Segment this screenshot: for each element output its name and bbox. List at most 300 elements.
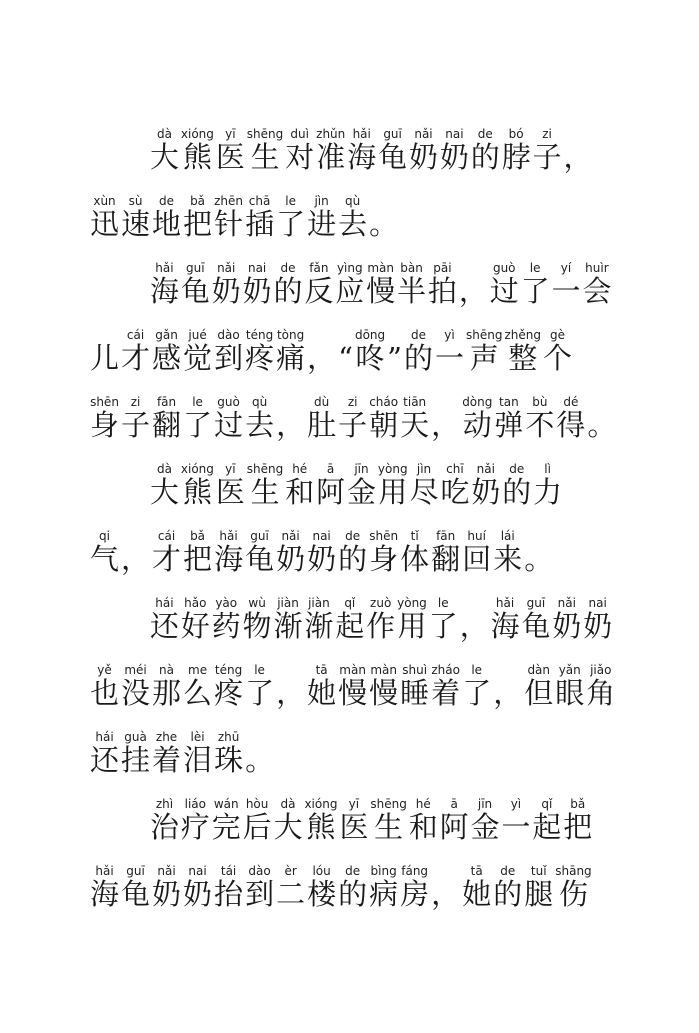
pinyin: hǎi <box>214 529 244 543</box>
hanzi: 好 <box>180 609 210 643</box>
hanzi: 过 <box>214 408 244 442</box>
hanzi-with-pinyin <box>243 597 272 641</box>
pinyin: de <box>152 194 182 208</box>
hanzi-with-pinyin <box>121 865 150 909</box>
hanzi: 针 <box>214 207 244 241</box>
hanzi-with-pinyin <box>338 530 367 574</box>
hanzi: 了 <box>183 408 213 442</box>
hanzi: 得 <box>556 408 586 442</box>
hanzi-with-pinyin <box>245 865 274 909</box>
hanzi: 尽 <box>409 475 439 509</box>
hanzi: 她 <box>307 676 337 710</box>
pinyin: zi <box>338 395 368 409</box>
hanzi: 一 <box>551 274 581 308</box>
hanzi-with-pinyin <box>285 128 314 172</box>
pinyin: téng <box>245 328 275 342</box>
hanzi-with-pinyin <box>378 128 407 172</box>
pinyin: èr <box>276 864 306 878</box>
pinyin: jìn <box>307 194 337 208</box>
hanzi: 生 <box>246 475 284 509</box>
pinyin: dà <box>150 127 179 141</box>
hanzi: 和 <box>285 475 315 509</box>
hanzi-with-pinyin <box>183 530 212 574</box>
pinyin: guī <box>245 529 275 543</box>
hanzi-with-pinyin <box>214 396 243 440</box>
hanzi-with-pinyin <box>316 463 345 507</box>
hanzi: 睡 <box>400 676 430 710</box>
hanzi: 着 <box>431 676 461 710</box>
hanzi: 龟 <box>245 542 275 576</box>
pinyin: bàn <box>397 261 427 275</box>
hanzi: 应 <box>335 274 365 308</box>
hanzi: 动 <box>462 408 493 442</box>
hanzi: 奶 <box>152 877 182 911</box>
hanzi: 到 <box>245 877 275 911</box>
hanzi-with-pinyin <box>247 463 283 507</box>
hanzi-with-pinyin <box>525 396 554 440</box>
hanzi: 拍 <box>428 274 457 308</box>
hanzi: 奶 <box>307 542 337 576</box>
hanzi: 用 <box>397 609 427 643</box>
pinyin: hǎi <box>90 864 120 878</box>
hanzi: 生 <box>370 810 407 844</box>
hanzi: 的 <box>338 542 368 576</box>
pinyin: nǎi <box>471 462 501 476</box>
hanzi-with-pinyin <box>435 329 464 373</box>
pinyin: shēng <box>246 127 284 141</box>
pinyin: zháo <box>431 663 461 677</box>
pinyin: nai <box>242 261 272 275</box>
hanzi-with-pinyin <box>552 262 581 306</box>
hanzi-with-pinyin <box>152 329 181 373</box>
hanzi: 子 <box>532 140 562 174</box>
hanzi-with-pinyin <box>152 664 181 708</box>
text-line <box>0 195 699 239</box>
hanzi: 了 <box>462 676 492 710</box>
hanzi: 熊 <box>304 810 338 844</box>
hanzi: 大 <box>273 810 303 844</box>
hanzi: 生 <box>246 140 284 174</box>
hanzi: 后 <box>242 810 272 844</box>
pinyin: hái <box>90 730 120 744</box>
pinyin: gè <box>542 328 572 342</box>
hanzi-with-pinyin <box>369 530 398 574</box>
hanzi: 医 <box>339 810 369 844</box>
hanzi-with-pinyin <box>245 664 274 708</box>
pinyin: shēng <box>246 462 284 476</box>
text-line <box>0 597 699 641</box>
hanzi-with-pinyin <box>121 731 150 775</box>
text-line <box>0 262 699 306</box>
pinyin: xióng <box>180 462 214 476</box>
hanzi: 翻 <box>431 542 461 576</box>
hanzi-with-pinyin <box>212 597 241 641</box>
pinyin: dù <box>307 395 337 409</box>
hanzi: 奶 <box>183 877 213 911</box>
hanzi: 个 <box>542 341 572 375</box>
pinyin: nǎi <box>211 261 241 275</box>
hanzi: 海 <box>90 877 120 911</box>
hanzi: 气 <box>90 542 120 576</box>
hanzi-with-pinyin <box>304 798 337 842</box>
hanzi: 觉 <box>183 341 213 375</box>
hanzi-with-pinyin <box>152 396 181 440</box>
hanzi: 二 <box>276 877 306 911</box>
pinyin: bǎ <box>183 529 213 543</box>
pinyin: jué <box>183 328 213 342</box>
hanzi-with-pinyin <box>152 865 181 909</box>
hanzi-with-pinyin <box>212 262 241 306</box>
hanzi: 去 <box>338 207 368 241</box>
hanzi-with-pinyin <box>181 128 214 172</box>
pinyin: bǎ <box>183 194 213 208</box>
hanzi: 速 <box>121 207 151 241</box>
hanzi: 把 <box>183 207 213 241</box>
hanzi-with-pinyin <box>216 128 245 172</box>
pinyin: zuò <box>366 596 396 610</box>
punctuation: 。 <box>245 743 275 777</box>
punctuation: ， <box>431 877 461 911</box>
pinyin: de <box>338 529 368 543</box>
hanzi-with-pinyin <box>316 128 345 172</box>
pinyin: gǎn <box>152 328 182 342</box>
hanzi: 的 <box>273 274 303 308</box>
hanzi-with-pinyin <box>493 865 522 909</box>
hanzi-with-pinyin <box>491 597 520 641</box>
hanzi-with-pinyin <box>338 396 367 440</box>
pinyin: nai <box>583 596 613 610</box>
pinyin: tan <box>494 395 524 409</box>
hanzi: 伤 <box>555 877 592 911</box>
hanzi-with-pinyin <box>307 396 336 440</box>
hanzi-with-pinyin <box>462 664 491 708</box>
punctuation: ， <box>493 676 523 710</box>
hanzi-with-pinyin <box>245 329 274 373</box>
hanzi-with-pinyin <box>440 463 469 507</box>
hanzi-with-pinyin <box>466 329 502 373</box>
pinyin: nai <box>183 864 213 878</box>
hanzi-with-pinyin <box>502 128 531 172</box>
hanzi-with-pinyin <box>183 396 212 440</box>
hanzi-with-pinyin <box>121 195 150 239</box>
pinyin: hǎi <box>490 596 520 610</box>
pinyin: dōng <box>354 328 386 342</box>
pinyin: huí <box>462 529 492 543</box>
hanzi: 起 <box>335 609 365 643</box>
hanzi-with-pinyin <box>338 865 367 909</box>
hanzi: 过 <box>489 274 519 308</box>
punctuation: ” <box>387 341 402 375</box>
pinyin: me <box>183 663 213 677</box>
pinyin: zhū <box>214 730 244 744</box>
hanzi: 去 <box>245 408 275 442</box>
pinyin: yǎn <box>555 663 585 677</box>
hanzi-with-pinyin <box>121 329 150 373</box>
hanzi: 了 <box>520 274 550 308</box>
pinyin: dé <box>556 395 586 409</box>
hanzi-with-pinyin <box>397 597 427 641</box>
pinyin: nǎi <box>409 127 438 141</box>
hanzi-with-pinyin <box>90 865 119 909</box>
pinyin: zhǔn <box>316 127 346 141</box>
pinyin: hǎo <box>180 596 210 610</box>
pinyin: shēn <box>369 529 399 543</box>
hanzi-with-pinyin <box>338 664 367 708</box>
hanzi-with-pinyin <box>181 798 210 842</box>
hanzi-with-pinyin <box>181 597 210 641</box>
hanzi: 龟 <box>378 140 408 174</box>
hanzi-with-pinyin <box>339 798 368 842</box>
hanzi: 翻 <box>152 408 182 442</box>
hanzi-with-pinyin <box>181 262 210 306</box>
hanzi-with-pinyin <box>90 195 119 239</box>
hanzi-with-pinyin <box>462 865 491 909</box>
pinyin: chī <box>440 462 470 476</box>
pinyin: le <box>428 596 458 610</box>
hanzi-with-pinyin <box>471 798 500 842</box>
hanzi-with-pinyin <box>582 262 611 306</box>
pinyin: liáo <box>180 797 210 811</box>
hanzi-with-pinyin <box>400 664 429 708</box>
pinyin: pāi <box>428 261 457 275</box>
hanzi: 不 <box>525 408 555 442</box>
hanzi: 珠 <box>214 743 244 777</box>
hanzi: 熊 <box>180 475 214 509</box>
punctuation: 。 <box>524 542 554 576</box>
text-line <box>0 463 699 507</box>
pinyin: de <box>470 127 500 141</box>
hanzi: 迅 <box>90 207 120 241</box>
hanzi: 慢 <box>338 676 368 710</box>
hanzi: 奶 <box>439 140 469 174</box>
hanzi-with-pinyin <box>245 195 274 239</box>
pinyin: hǎi <box>150 261 179 275</box>
punctuation: ， <box>307 341 337 375</box>
hanzi-with-pinyin <box>274 597 303 641</box>
hanzi: 泪 <box>183 743 213 777</box>
hanzi-with-pinyin <box>369 865 398 909</box>
pinyin: wù <box>242 596 272 610</box>
pinyin: fān <box>152 395 182 409</box>
punctuation: ， <box>276 676 306 710</box>
hanzi-with-pinyin <box>214 329 243 373</box>
hanzi-with-pinyin <box>404 329 433 373</box>
hanzi-with-pinyin <box>274 798 303 842</box>
hanzi: 也 <box>90 676 120 710</box>
punctuation: ， <box>458 274 488 308</box>
hanzi: 完 <box>211 810 241 844</box>
pinyin: dàn <box>524 663 554 677</box>
hanzi: 没 <box>121 676 151 710</box>
hanzi: 金 <box>470 810 500 844</box>
hanzi-with-pinyin <box>440 798 469 842</box>
hanzi: 才 <box>152 542 182 576</box>
pinyin: huìr <box>582 261 612 275</box>
pinyin: shuì <box>400 663 430 677</box>
hanzi: 医 <box>215 140 245 174</box>
hanzi-with-pinyin <box>563 798 592 842</box>
hanzi: 会 <box>582 274 612 308</box>
pinyin: yī <box>215 462 245 476</box>
pinyin: le <box>276 194 306 208</box>
pinyin: tiān <box>400 395 430 409</box>
hanzi: 了 <box>276 207 306 241</box>
pinyin: jiàn <box>273 596 303 610</box>
pinyin: hé <box>408 797 438 811</box>
pinyin: dào <box>214 328 244 342</box>
hanzi: 子 <box>338 408 368 442</box>
pinyin: nǎi <box>276 529 306 543</box>
hanzi: 大 <box>150 140 179 174</box>
hanzi: 来 <box>493 542 523 576</box>
punctuation: ， <box>459 609 489 643</box>
hanzi-with-pinyin <box>521 597 550 641</box>
pinyin: guī <box>121 864 151 878</box>
pinyin: dà <box>273 797 303 811</box>
pinyin: shēng <box>370 797 407 811</box>
hanzi-with-pinyin <box>150 128 179 172</box>
pinyin: le <box>462 663 492 677</box>
hanzi-with-pinyin <box>152 195 181 239</box>
hanzi: 肚 <box>307 408 337 442</box>
hanzi: 慢 <box>369 676 399 710</box>
hanzi-with-pinyin <box>431 530 460 574</box>
pinyin: nai <box>439 127 469 141</box>
hanzi-with-pinyin <box>216 463 245 507</box>
hanzi-with-pinyin <box>183 664 212 708</box>
hanzi: 奶 <box>552 609 582 643</box>
pinyin: jìn <box>409 462 439 476</box>
pinyin: de <box>502 462 532 476</box>
pinyin: yì <box>501 797 531 811</box>
pinyin: le <box>245 663 275 677</box>
pinyin: yì <box>434 328 464 342</box>
hanzi-with-pinyin <box>428 262 457 306</box>
hanzi: 大 <box>150 475 179 509</box>
hanzi-with-pinyin <box>409 128 438 172</box>
hanzi-with-pinyin <box>183 865 212 909</box>
hanzi-with-pinyin <box>152 530 181 574</box>
hanzi-with-pinyin <box>150 798 179 842</box>
hanzi: 海 <box>150 274 179 308</box>
hanzi-with-pinyin <box>245 530 274 574</box>
hanzi-with-pinyin <box>304 262 333 306</box>
hanzi-with-pinyin <box>502 463 531 507</box>
hanzi: 把 <box>183 542 213 576</box>
pinyin: shēn <box>90 395 120 409</box>
hanzi-with-pinyin <box>494 396 523 440</box>
pinyin: yào <box>211 596 241 610</box>
hanzi: 疗 <box>180 810 210 844</box>
pinyin: méi <box>121 663 151 677</box>
hanzi: 才 <box>121 341 151 375</box>
hanzi: 咚 <box>354 341 386 375</box>
hanzi: 疼 <box>245 341 275 375</box>
pinyin: màn <box>338 663 368 677</box>
hanzi-with-pinyin <box>521 262 550 306</box>
hanzi-with-pinyin <box>307 865 336 909</box>
hanzi-with-pinyin <box>440 128 469 172</box>
hanzi-with-pinyin <box>410 463 439 507</box>
pinyin: zhe <box>152 730 182 744</box>
pinyin: hǎi <box>347 127 377 141</box>
hanzi: 么 <box>183 676 213 710</box>
hanzi-with-pinyin <box>243 798 272 842</box>
text-line <box>0 664 699 708</box>
hanzi-with-pinyin <box>335 597 364 641</box>
hanzi: 准 <box>316 140 346 174</box>
hanzi-with-pinyin <box>90 530 119 574</box>
hanzi-with-pinyin <box>121 396 150 440</box>
punctuation: ， <box>276 408 306 442</box>
hanzi: 用 <box>377 475 408 509</box>
pinyin: dà <box>150 462 179 476</box>
hanzi: 痛 <box>276 341 306 375</box>
pinyin: xióng <box>180 127 214 141</box>
hanzi: 奶 <box>583 609 613 643</box>
pinyin: màn <box>366 261 396 275</box>
pinyin: tǐ <box>400 529 430 543</box>
text-line <box>0 329 699 373</box>
pinyin: guà <box>121 730 151 744</box>
hanzi-with-pinyin <box>214 865 243 909</box>
hanzi-with-pinyin <box>150 463 179 507</box>
hanzi-with-pinyin <box>431 664 460 708</box>
hanzi: 龟 <box>180 274 210 308</box>
hanzi: 房 <box>400 877 430 911</box>
pinyin: fǎn <box>304 261 334 275</box>
hanzi-with-pinyin <box>355 329 385 373</box>
text-line <box>0 798 699 842</box>
text-line <box>0 128 699 172</box>
hanzi-with-pinyin <box>152 731 181 775</box>
pinyin: cái <box>152 529 182 543</box>
hanzi: 那 <box>152 676 182 710</box>
hanzi-with-pinyin <box>90 396 119 440</box>
hanzi-with-pinyin <box>181 463 214 507</box>
pinyin: shāng <box>555 864 592 878</box>
hanzi: 奶 <box>242 274 272 308</box>
pinyin: bìng <box>369 864 399 878</box>
hanzi: 角 <box>586 676 616 710</box>
hanzi: 地 <box>152 207 182 241</box>
hanzi-with-pinyin <box>409 798 438 842</box>
pinyin: qǐ <box>532 797 562 811</box>
punctuation: ， <box>431 408 461 442</box>
pinyin: xùn <box>90 194 119 208</box>
pinyin: jīn <box>347 462 376 476</box>
pinyin: dào <box>245 864 275 878</box>
punctuation: ， <box>121 542 151 576</box>
pinyin: ā <box>439 797 469 811</box>
hanzi-with-pinyin <box>212 798 241 842</box>
hanzi: 药 <box>211 609 241 643</box>
hanzi-with-pinyin <box>370 798 406 842</box>
hanzi-with-pinyin <box>490 262 519 306</box>
hanzi: 海 <box>347 140 377 174</box>
pinyin: hé <box>285 462 315 476</box>
hanzi: 半 <box>397 274 427 308</box>
hanzi-with-pinyin <box>274 262 303 306</box>
hanzi: 朝 <box>369 408 399 442</box>
pinyin: guò <box>214 395 244 409</box>
hanzi: 的 <box>338 877 368 911</box>
hanzi: 楼 <box>307 877 337 911</box>
hanzi: 反 <box>304 274 334 308</box>
pinyin: jiǎo <box>586 663 616 677</box>
hanzi-with-pinyin <box>552 597 581 641</box>
hanzi-with-pinyin <box>276 329 305 373</box>
